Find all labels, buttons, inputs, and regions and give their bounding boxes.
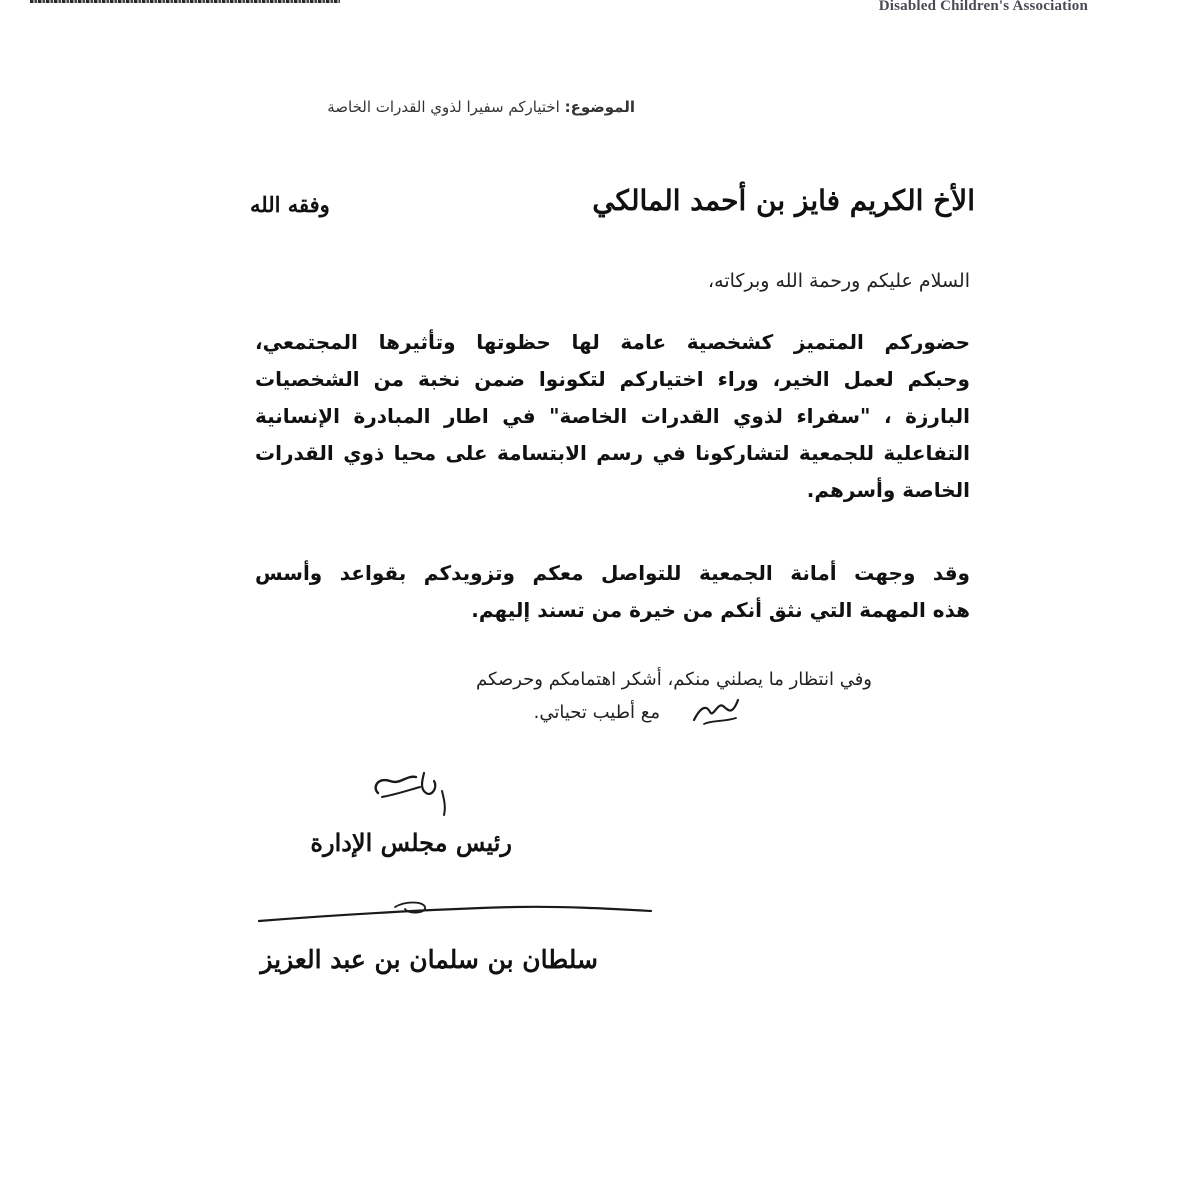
closing-line-1: وفي انتظار ما يصلني منكم، أشكر اهتمامكم وحرصكم: [476, 669, 872, 690]
header-strip-bar: [30, 0, 340, 3]
paragraph-line: الخاصة وأسرهم.: [806, 478, 970, 502]
body-paragraph-2: [255, 555, 970, 629]
paragraph-line: وقد وجهت أمانة الجمعية للتواصل معكم وتزويدكم بقواعد وأسس: [255, 561, 970, 585]
closing-line-2: مع أطيب تحياتي.: [533, 702, 660, 723]
subject-label: الموضوع:: [564, 98, 635, 116]
header-text-strip: [30, 0, 350, 4]
subject-text: اختياركم سفيرا لذوي القدرات الخاصة: [327, 98, 560, 116]
signer-title: رئيس مجلس الإدارة: [310, 828, 512, 857]
greeting: السلام عليكم ورحمة الله وبركاته،: [708, 270, 970, 292]
signature-line: [255, 893, 655, 933]
signer-name: سلطان بن سلمان بن عبد العزيز: [260, 945, 598, 974]
subject-line: [327, 98, 635, 116]
paragraph-line: التفاعلية للجمعية لتشاركونا في رسم الابتسامة على محيا ذوي القدرات: [255, 441, 970, 465]
paragraph-line: البارزة ، "سفراء لذوي القدرات الخاصة" في اطار المبادرة الإنسانية: [255, 404, 970, 428]
handwritten-mark: [690, 694, 742, 728]
organization-name: Disabled Children's Association: [878, 0, 1088, 14]
paragraph-line: حضوركم المتميز كشخصية عامة لها حظوتها وتأثيرها المجتمعي،: [255, 330, 970, 354]
blessing: وفقه الله: [250, 192, 330, 217]
paragraph-line: وحبكم لعمل الخير، وراء اختياركم لتكونوا ضمن نخبة من الشخصيات: [255, 367, 970, 391]
body-paragraph-1: [255, 324, 970, 509]
addressee: الأخ الكريم فايز بن أحمد المالكي: [592, 184, 975, 217]
paragraph-line: هذه المهمة التي نثق أنكم من خيرة من تسند إليهم.: [471, 598, 970, 622]
handwritten-signature: [360, 765, 460, 825]
